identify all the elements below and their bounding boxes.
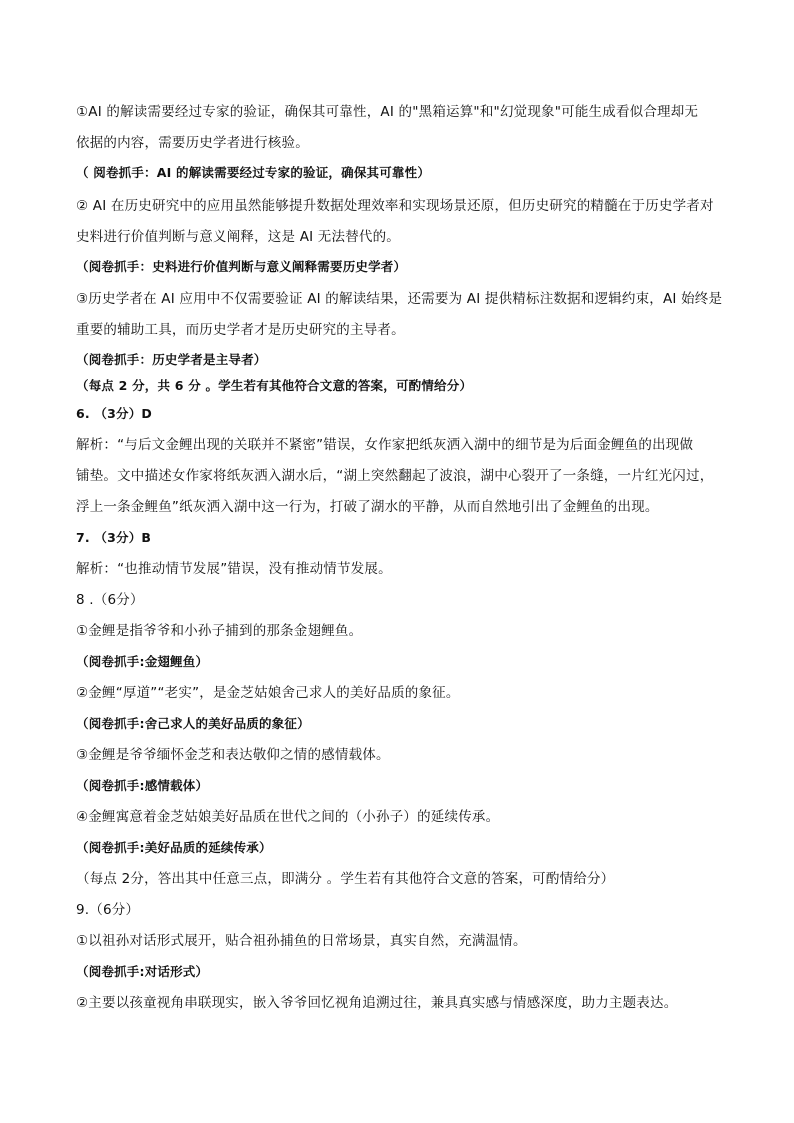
- question-7-analysis: 解析：“也推动情节发展”错误，没有推动情节发展。: [76, 561, 392, 577]
- grading-key-5-3: （阅卷抓手：历史学者是主导者）: [76, 352, 267, 367]
- answer-5-point-1-line-2: 依据的内容，需要历史学者进行核验。: [76, 135, 309, 151]
- answer-8-point-4: ④金鲤寓意着金芝姑娘美好品质在世代之间的（小孙子）的延续传承。: [76, 809, 500, 825]
- grading-key-8-3: （阅卷抓手:感情载体）: [76, 778, 209, 793]
- question-9-header: 9.（6分）: [76, 902, 140, 918]
- scoring-note-5: （每点 2 分，共 6 分 。学生若有其他符合文意的答案，可酌情给分）: [76, 378, 473, 393]
- grading-key-5-1: （ 阅卷抓手：AI 的解读需要经过专家的验证，确保其可靠性）: [76, 165, 431, 180]
- answer-5-point-2-line-1: ② AI 在历史研究中的应用虽然能够提升数据处理效率和实现场景还原，但历史研究的精髓在于历史学者对: [76, 198, 714, 214]
- answer-5-point-3-line-1: ③历史学者在 AI 应用中不仅需要验证 AI 的解读结果，还需要为 AI 提供精标注数据和逻辑约束，AI 始终是: [76, 291, 723, 307]
- answer-9-point-2: ②主要以孩童视角串联现实，嵌入爷爷回忆视角追溯过往，兼具真实感与情感深度，助力主题表达。: [76, 995, 678, 1011]
- question-6-analysis-line-2: 铺垫。文中描述女作家将纸灰洒入湖水后，“湖上突然翻起了波浪，湖中心裂开了一条缝，一片红光闪过，: [76, 468, 714, 484]
- grading-key-8-1: （阅卷抓手:金翅鲤鱼）: [76, 654, 209, 669]
- question-6-analysis-line-1: 解析：“与后文金鲤出现的关联并不紧密”错误，女作家把纸灰洒入湖中的细节是为后面金鲤鱼的出现做: [76, 437, 694, 453]
- answer-9-point-1: ①以祖孙对话形式展开，贴合祖孙捕鱼的日常场景，真实自然，充满温情。: [76, 933, 527, 949]
- grading-key-5-2: （阅卷抓手：史料进行价值判断与意义阐释需要历史学者）: [76, 259, 407, 274]
- answer-8-point-2: ②金鲤“厚道”“老实”，是金芝姑娘舍己求人的美好品质的象征。: [76, 685, 460, 701]
- answer-5-point-2-line-2: 史料进行价值判断与意义阐释，这是 AI 无法替代的。: [76, 229, 400, 245]
- grading-key-8-4: （阅卷抓手:美好品质的延续传承）: [76, 840, 272, 855]
- answer-5-point-1-line-1: ①AI 的解读需要经过专家的验证，确保其可靠性，AI 的"黑箱运算"和"幻觉现象"可能生成看似合理却无: [76, 104, 699, 120]
- question-6-answer: 6. （3分）D: [76, 406, 152, 421]
- answer-8-point-3: ③金鲤是爷爷缅怀金芝和表达敬仰之情的感情载体。: [76, 747, 390, 763]
- grading-key-8-2: （阅卷抓手:舍己求人的美好品质的象征）: [76, 716, 310, 731]
- question-7-answer: 7. （3分）B: [76, 530, 152, 545]
- grading-key-9-1: （阅卷抓手:对话形式）: [76, 964, 209, 979]
- answer-5-point-3-line-2: 重要的辅助工具，而历史学者才是历史研究的主导者。: [76, 322, 405, 338]
- question-6-analysis-line-3: 浮上一条金鲤鱼”纸灰洒入湖中这一行为，打破了湖水的平静，从而自然地引出了金鲤鱼的出现。: [76, 499, 659, 515]
- question-8-header: 8 .（6分）: [76, 592, 144, 608]
- answer-8-point-1: ①金鲤是指爷爷和小孙子捕到的那条金翅鲤鱼。: [76, 623, 363, 639]
- scoring-note-8: （每点 2分，答出其中任意三点，即满分 。学生若有其他符合文意的答案，可酌情给分）: [76, 871, 615, 887]
